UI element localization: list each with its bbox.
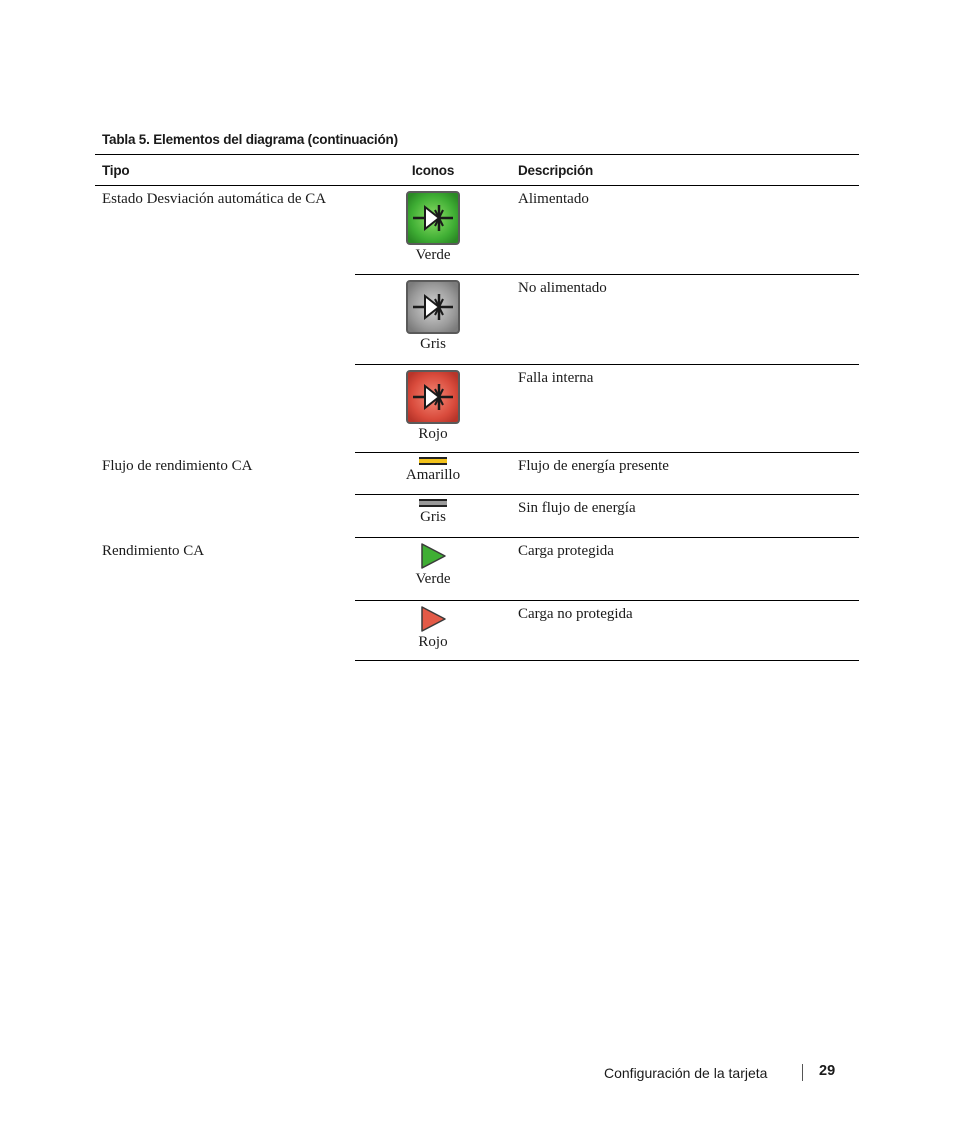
bypass-gray-icon — [405, 279, 461, 335]
description-cell: No alimentado — [511, 275, 859, 365]
icon-cell — [355, 495, 511, 538]
description-cell: Flujo de energía presente — [511, 453, 859, 495]
description-cell: Carga no protegida — [511, 601, 859, 661]
description-cell: Alimentado — [511, 186, 859, 275]
icon-cell — [355, 365, 511, 453]
description-cell: Carga protegida — [511, 538, 859, 601]
icon-cell — [355, 275, 511, 365]
description-cell: Sin flujo de energía — [511, 495, 859, 538]
icon-cell — [355, 601, 511, 661]
page-number: 29 — [819, 1063, 836, 1079]
header-description: Descripción — [511, 155, 859, 186]
table-caption: Tabla 5. Elementos del diagrama (continuación) — [102, 132, 398, 147]
arrow-red-icon — [419, 605, 447, 633]
icon-label: Verde — [415, 247, 451, 263]
type-cell: Estado Desviación automática de CA — [102, 191, 327, 207]
icon-label: Verde — [415, 571, 451, 587]
table-row — [95, 538, 859, 601]
icon-cell — [355, 538, 511, 601]
table-row — [95, 453, 859, 495]
footer-divider — [802, 1064, 803, 1081]
icon-cell — [355, 453, 511, 495]
arrow-green-icon — [419, 542, 447, 570]
bypass-red-icon — [405, 369, 461, 425]
header-type: Tipo — [95, 155, 355, 186]
icon-label: Amarillo — [405, 467, 461, 483]
bypass-green-icon — [405, 190, 461, 246]
flow-gray-icon — [419, 499, 447, 508]
flow-yellow-icon — [419, 457, 447, 466]
diagram-elements-table — [95, 154, 859, 661]
description-cell: Falla interna — [511, 365, 859, 453]
icon-label: Rojo — [418, 634, 448, 650]
type-cell: Rendimiento CA — [102, 542, 205, 559]
footer-section-title: Configuración de la tarjeta — [604, 1065, 768, 1081]
icon-cell — [355, 186, 511, 275]
header-icons: Iconos — [355, 155, 511, 186]
icon-label: Gris — [420, 336, 446, 352]
table-row — [95, 186, 859, 275]
table-header-row — [95, 155, 859, 186]
icon-label: Rojo — [418, 426, 448, 442]
type-cell: Flujo de rendimiento CA — [102, 457, 253, 474]
icon-label: Gris — [420, 509, 446, 525]
